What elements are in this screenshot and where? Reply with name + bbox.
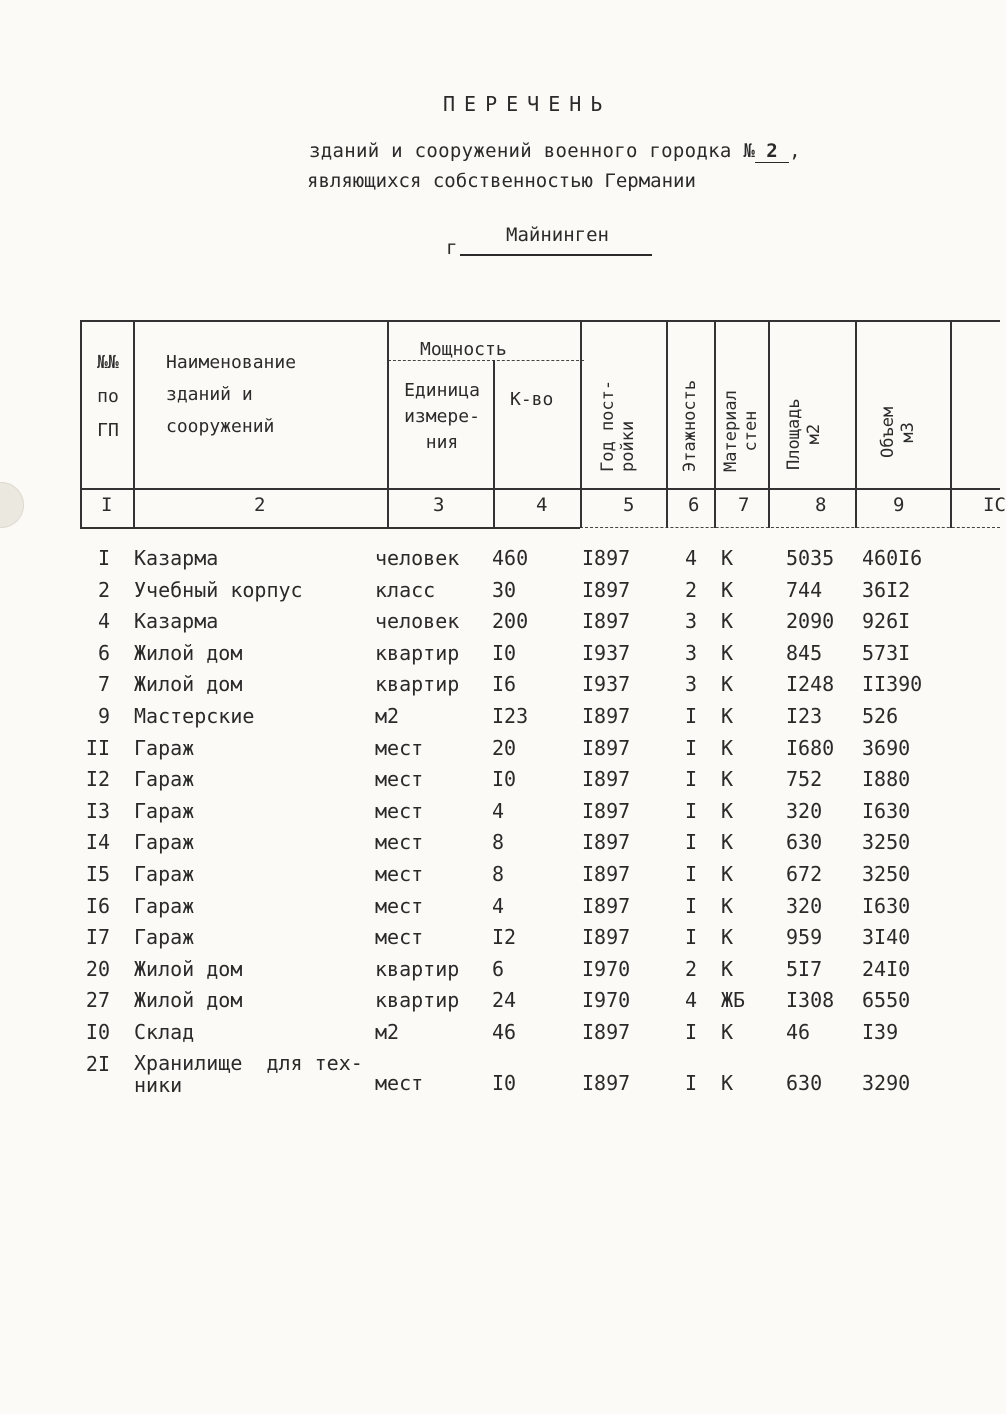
- floor-count: I: [685, 798, 698, 823]
- col-line-7: [768, 320, 770, 528]
- col-number-6: 6: [688, 494, 700, 516]
- wall-material: К: [721, 925, 734, 950]
- row-number: 27: [85, 988, 110, 1013]
- volume-value: 526: [862, 703, 899, 728]
- town-number: 2: [755, 140, 789, 163]
- capacity-qty: 4: [492, 798, 505, 823]
- capacity-qty: 8: [492, 830, 505, 855]
- floor-count: I: [685, 925, 698, 950]
- volume-value: 3250: [862, 861, 911, 886]
- area-value: 320: [786, 893, 823, 918]
- table-row: [0, 862, 1000, 894]
- capacity-unit: квартир: [375, 988, 460, 1013]
- col-line-2: [387, 320, 389, 528]
- col-line-5: [666, 320, 668, 528]
- table-row: [0, 609, 1000, 641]
- build-year: I897: [582, 577, 631, 602]
- table-row: [0, 736, 1000, 768]
- header-name: [166, 347, 296, 443]
- capacity-qty: 46: [492, 1019, 517, 1044]
- area-value: 320: [786, 798, 823, 823]
- area-value: 5I7: [786, 956, 823, 981]
- build-year: I897: [582, 861, 631, 886]
- building-name: Жилой дом: [134, 956, 243, 981]
- building-name: Жилой дом: [134, 672, 243, 697]
- volume-value: 926I: [862, 609, 911, 634]
- capacity-unit: мест: [375, 830, 424, 855]
- floor-count: I: [685, 893, 698, 918]
- floor-count: 3: [685, 672, 698, 697]
- header-unit-line1: Единица: [404, 380, 480, 401]
- header-name-line1: Наименование: [166, 352, 297, 373]
- table-row: [0, 767, 1000, 799]
- floor-count: 2: [685, 577, 698, 602]
- col-number-8: 8: [815, 494, 827, 516]
- capacity-qty: I0: [492, 1070, 517, 1095]
- table-row: [0, 578, 1000, 610]
- floor-count: I: [685, 830, 698, 855]
- row-number: I: [97, 546, 110, 570]
- building-name: Казарма: [134, 609, 219, 634]
- capacity-unit: мест: [375, 861, 424, 886]
- volume-value: 573I: [862, 640, 911, 665]
- header-name-line3: сооружений: [166, 416, 275, 437]
- area-value: 744: [786, 577, 823, 602]
- header-unit: [390, 378, 494, 456]
- area-value: 959: [786, 925, 823, 950]
- build-year: I897: [582, 798, 631, 823]
- capacity-unit: квартир: [375, 672, 460, 697]
- volume-value: 3I40: [862, 925, 911, 950]
- floor-count: I: [685, 861, 698, 886]
- building-name: Гараж: [134, 830, 195, 855]
- capacity-qty: 24: [492, 988, 517, 1013]
- capacity-qty: 200: [492, 609, 529, 634]
- area-value: 5035: [786, 546, 835, 570]
- wall-material: К: [721, 893, 734, 918]
- wall-material: К: [721, 767, 734, 792]
- build-year: I897: [582, 735, 631, 760]
- capacity-unit: мест: [375, 925, 424, 950]
- floor-count: 2: [685, 956, 698, 981]
- row-number: I5: [85, 861, 110, 886]
- header-year-line1: Год пост-: [598, 379, 618, 472]
- capacity-qty: 30: [492, 577, 517, 602]
- row-number: I2: [85, 767, 110, 792]
- capacity-qty: 20: [492, 735, 517, 760]
- volume-value: I880: [862, 767, 911, 792]
- build-year: I937: [582, 672, 631, 697]
- volume-value: I39: [862, 1019, 899, 1044]
- capacity-unit: м2: [375, 703, 400, 728]
- capacity-qty: I6: [492, 672, 517, 697]
- area-value: I680: [786, 735, 835, 760]
- col-number-1: I: [101, 494, 113, 516]
- row-number: I6: [85, 893, 110, 918]
- wall-material: К: [721, 672, 734, 697]
- building-name: Гараж: [134, 798, 195, 823]
- building-name: Гараж: [134, 925, 195, 950]
- col-line-6: [714, 320, 716, 528]
- table-bottom-dashed: [580, 527, 1000, 528]
- punch-hole: [0, 482, 24, 528]
- volume-value: 3290: [862, 1070, 911, 1095]
- row-number: 2I: [85, 1051, 110, 1076]
- wall-material: ЖБ: [721, 988, 746, 1013]
- building-name: Хранилище для тех- ники: [134, 1050, 363, 1097]
- floor-count: I: [685, 735, 698, 760]
- build-year: I970: [582, 988, 631, 1013]
- area-value: 672: [786, 861, 823, 886]
- area-value: 630: [786, 1070, 823, 1095]
- table-row: [0, 957, 1000, 989]
- header-num-line3: ГП: [97, 420, 119, 441]
- wall-material: К: [721, 830, 734, 855]
- capacity-qty: I0: [492, 640, 517, 665]
- table-row: [0, 988, 1000, 1020]
- building-name: Учебный корпус: [134, 577, 303, 602]
- volume-value: 3250: [862, 830, 911, 855]
- col-number-7: 7: [738, 494, 750, 516]
- col-number-2: 2: [254, 494, 266, 516]
- build-year: I937: [582, 640, 631, 665]
- area-value: I308: [786, 988, 835, 1013]
- header-floors: Этажность: [680, 379, 700, 472]
- table-row: [0, 641, 1000, 673]
- area-value: 46: [786, 1019, 811, 1044]
- table-row: [0, 704, 1000, 736]
- table-row: [0, 1052, 1000, 1104]
- table-row: [0, 546, 1000, 578]
- header-unit-line2: измере-: [404, 406, 480, 427]
- header-area: [784, 398, 824, 470]
- header-volume-line2: м3: [898, 422, 918, 443]
- city-underline: [460, 254, 652, 256]
- header-area-line2: м2: [804, 423, 824, 445]
- capacity-unit: квартир: [375, 640, 460, 665]
- col-line-4: [580, 320, 582, 528]
- area-value: I23: [786, 703, 823, 728]
- building-name: Гараж: [134, 767, 195, 792]
- build-year: I897: [582, 1019, 631, 1044]
- header-area-line1: Площадь: [784, 398, 804, 470]
- building-name: Гараж: [134, 735, 195, 760]
- header-year-line2: ройки: [618, 420, 638, 472]
- wall-material: К: [721, 861, 734, 886]
- capacity-qty: 6: [492, 956, 505, 981]
- capacity-unit: мест: [375, 767, 424, 792]
- build-year: I897: [582, 703, 631, 728]
- area-value: 2090: [786, 609, 835, 634]
- wall-material: К: [721, 577, 734, 602]
- capacity-unit: класс: [375, 577, 436, 602]
- area-value: 630: [786, 830, 823, 855]
- header-material-line2: стен: [741, 410, 761, 452]
- build-year: I897: [582, 609, 631, 634]
- header-bottom-line: [80, 488, 1000, 490]
- floor-count: 4: [685, 988, 698, 1013]
- table-body: [0, 546, 1000, 1104]
- header-name-line2: зданий и: [166, 384, 253, 405]
- table-row: [0, 925, 1000, 957]
- area-value: 845: [786, 640, 823, 665]
- row-number: 9: [97, 703, 110, 728]
- floor-count: 4: [685, 546, 698, 570]
- capacity-unit: мест: [375, 1070, 424, 1095]
- capacity-unit: человек: [375, 546, 460, 570]
- capacity-qty: 460: [492, 546, 529, 570]
- building-name: Жилой дом: [134, 988, 243, 1013]
- volume-value: 24I0: [862, 956, 911, 981]
- wall-material: К: [721, 640, 734, 665]
- header-capacity: Мощность: [420, 339, 507, 360]
- row-number: 2: [97, 577, 110, 602]
- capacity-unit: м2: [375, 1019, 400, 1044]
- building-name: Склад: [134, 1019, 195, 1044]
- volume-value: I630: [862, 798, 911, 823]
- header-material-line1: Материал: [721, 390, 741, 472]
- build-year: I897: [582, 925, 631, 950]
- wall-material: К: [721, 1070, 734, 1095]
- col-number-4: 4: [536, 494, 548, 516]
- row-number: I3: [85, 798, 110, 823]
- floor-count: I: [685, 1070, 698, 1095]
- table-top-line: [80, 320, 1000, 322]
- row-number: I7: [85, 925, 110, 950]
- document-subtitle: [309, 140, 801, 163]
- wall-material: К: [721, 735, 734, 760]
- wall-material: К: [721, 798, 734, 823]
- col-number-5: 5: [623, 494, 635, 516]
- wall-material: К: [721, 546, 734, 570]
- header-num: [82, 350, 134, 444]
- col-number-9: 9: [893, 494, 905, 516]
- row-number: 4: [97, 609, 110, 634]
- build-year: I897: [582, 546, 631, 570]
- build-year: I897: [582, 893, 631, 918]
- capacity-qty: 4: [492, 893, 505, 918]
- build-year: I897: [582, 767, 631, 792]
- wall-material: К: [721, 609, 734, 634]
- row-number: II: [85, 735, 110, 760]
- volume-value: 36I2: [862, 577, 911, 602]
- floor-count: I: [685, 767, 698, 792]
- header-material: [721, 390, 761, 472]
- area-value: 752: [786, 767, 823, 792]
- col-number-10: IC: [983, 494, 1006, 516]
- table-row: [0, 1020, 1000, 1052]
- table-row: [0, 799, 1000, 831]
- volume-value: 3690: [862, 735, 911, 760]
- capacity-unit: мест: [375, 798, 424, 823]
- floor-count: 3: [685, 609, 698, 634]
- build-year: I970: [582, 956, 631, 981]
- header-unit-line3: ния: [425, 432, 459, 453]
- capacity-unit: мест: [375, 893, 424, 918]
- capacity-unit: квартир: [375, 956, 460, 981]
- volume-value: I630: [862, 893, 911, 918]
- header-volume: [878, 407, 918, 458]
- row-number: 7: [97, 672, 110, 697]
- header-volume-line1: Объем: [878, 406, 898, 458]
- floor-count: 3: [685, 640, 698, 665]
- row-number: 20: [85, 956, 110, 981]
- subtitle-suffix: ,: [789, 140, 801, 162]
- header-qty: К-во: [510, 389, 554, 410]
- col-line-9: [950, 320, 952, 528]
- building-name: Жилой дом: [134, 640, 243, 665]
- row-number: I4: [85, 830, 110, 855]
- table-row: [0, 672, 1000, 704]
- capacity-unit: человек: [375, 609, 460, 634]
- build-year: I897: [582, 1070, 631, 1095]
- capacity-qty: I23: [492, 703, 529, 728]
- row-number: 6: [97, 640, 110, 665]
- capacity-qty: 8: [492, 861, 505, 886]
- row-number: I0: [85, 1019, 110, 1044]
- build-year: I897: [582, 830, 631, 855]
- building-name: Мастерские: [134, 703, 255, 728]
- table-row: [0, 894, 1000, 926]
- col-number-3: 3: [433, 494, 445, 516]
- document-subtitle-line2: являющихся собственностью Германии: [307, 170, 696, 192]
- wall-material: К: [721, 703, 734, 728]
- table-row: [0, 830, 1000, 862]
- wall-material: К: [721, 956, 734, 981]
- header-num-line2: по: [97, 386, 119, 407]
- building-name: Гараж: [134, 893, 195, 918]
- volume-value: 460I6: [862, 546, 923, 570]
- capacity-qty: I0: [492, 767, 517, 792]
- floor-count: I: [685, 703, 698, 728]
- col-line-8: [855, 320, 857, 528]
- header-num-line1: №№: [97, 352, 119, 373]
- document-title: ПЕРЕЧЕНЬ: [443, 92, 612, 116]
- building-name: Гараж: [134, 861, 195, 886]
- subtitle-text: зданий и сооружений военного городка №: [309, 140, 756, 162]
- city-name: Майнинген: [506, 224, 609, 246]
- floor-count: I: [685, 1019, 698, 1044]
- wall-material: К: [721, 1019, 734, 1044]
- volume-value: II390: [862, 672, 923, 697]
- volume-value: 6550: [862, 988, 911, 1013]
- area-value: I248: [786, 672, 835, 697]
- building-name: Казарма: [134, 546, 219, 570]
- capacity-unit: мест: [375, 735, 424, 760]
- table-bottom-line: [80, 527, 580, 529]
- city-prefix: г: [446, 237, 458, 259]
- header-year: [598, 380, 638, 472]
- capacity-qty: I2: [492, 925, 517, 950]
